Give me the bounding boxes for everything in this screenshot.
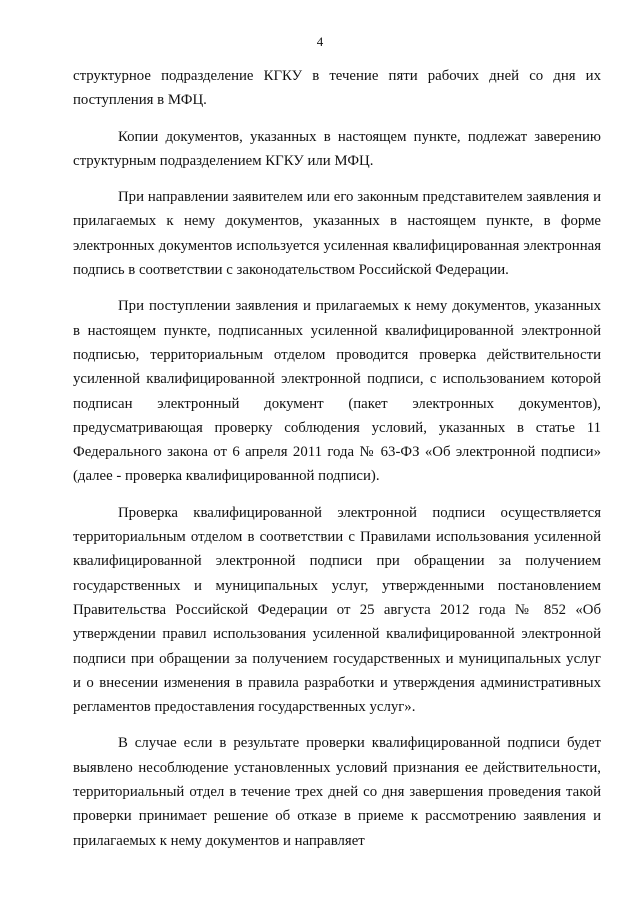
paragraph-electronic-submission: При направлении заявителем или его законным представителем заявления и прилагаемых к нему документов, указанных в настоящем пункте, в форме электронных документов используется усиленная квалифицированная электронная подпись в соответствии с законодательством Российской Федерации. bbox=[73, 189, 601, 279]
paragraph-verification-procedure: Проверка квалифицированной электронной подписи осуществляется территориальным отделом в соответствии с Правилами использования усиленной квалифицированной электронной подписи при обращении за получением государственных и муниципальных услуг, утвержденными постановлением Правительства Российской Федерации от 25 августа 2012 года № 852 «Об утверждении правил использования усиленной квалифицированной электронной подписи при обращении за получением государственных и муниципальных услуг и о внесении изменения в правила разработки и утверждения административных регламентов предоставления государственных услуг». bbox=[73, 504, 601, 716]
page-number: 4 bbox=[316, 34, 324, 49]
document-body bbox=[73, 64, 601, 853]
paragraph-copies-certification: Копии документов, указанных в настоящем пункте, подлежат заверению структурным подразделением КГКУ или МФЦ. bbox=[73, 128, 601, 169]
paragraph-signature-verification: При поступлении заявления и прилагаемых к нему документов, указанных в настоящем пункте, подписанных усиленной квалифицированной электронной подписью, территориальным отделом проводится проверка действительности усиленной квалифицированной электронной подписи, с использованием которой подписан электронный документ (пакет электронных документов), предусматривающая проверку соблюдения условий, указанных в статье 11 Федерального закона от 6 апреля 2011 года № 63-ФЗ «Об электронной подписи» (далее - проверка квалифицированной подписи). bbox=[73, 298, 601, 485]
paragraph-refusal: В случае если в результате проверки квалифицированной подписи будет выявлено несоблюдение установленных условий признания ее действительности, территориальный отдел в течение трех дней со дня завершения проведения такой проверки принимает решение об отказе в приеме к рассмотрению заявления и прилагаемых к нему документов и направляет bbox=[73, 735, 601, 849]
paragraph-continuation: структурное подразделение КГКУ в течение пяти рабочих дней со дня их поступления в МФЦ. bbox=[73, 68, 601, 109]
